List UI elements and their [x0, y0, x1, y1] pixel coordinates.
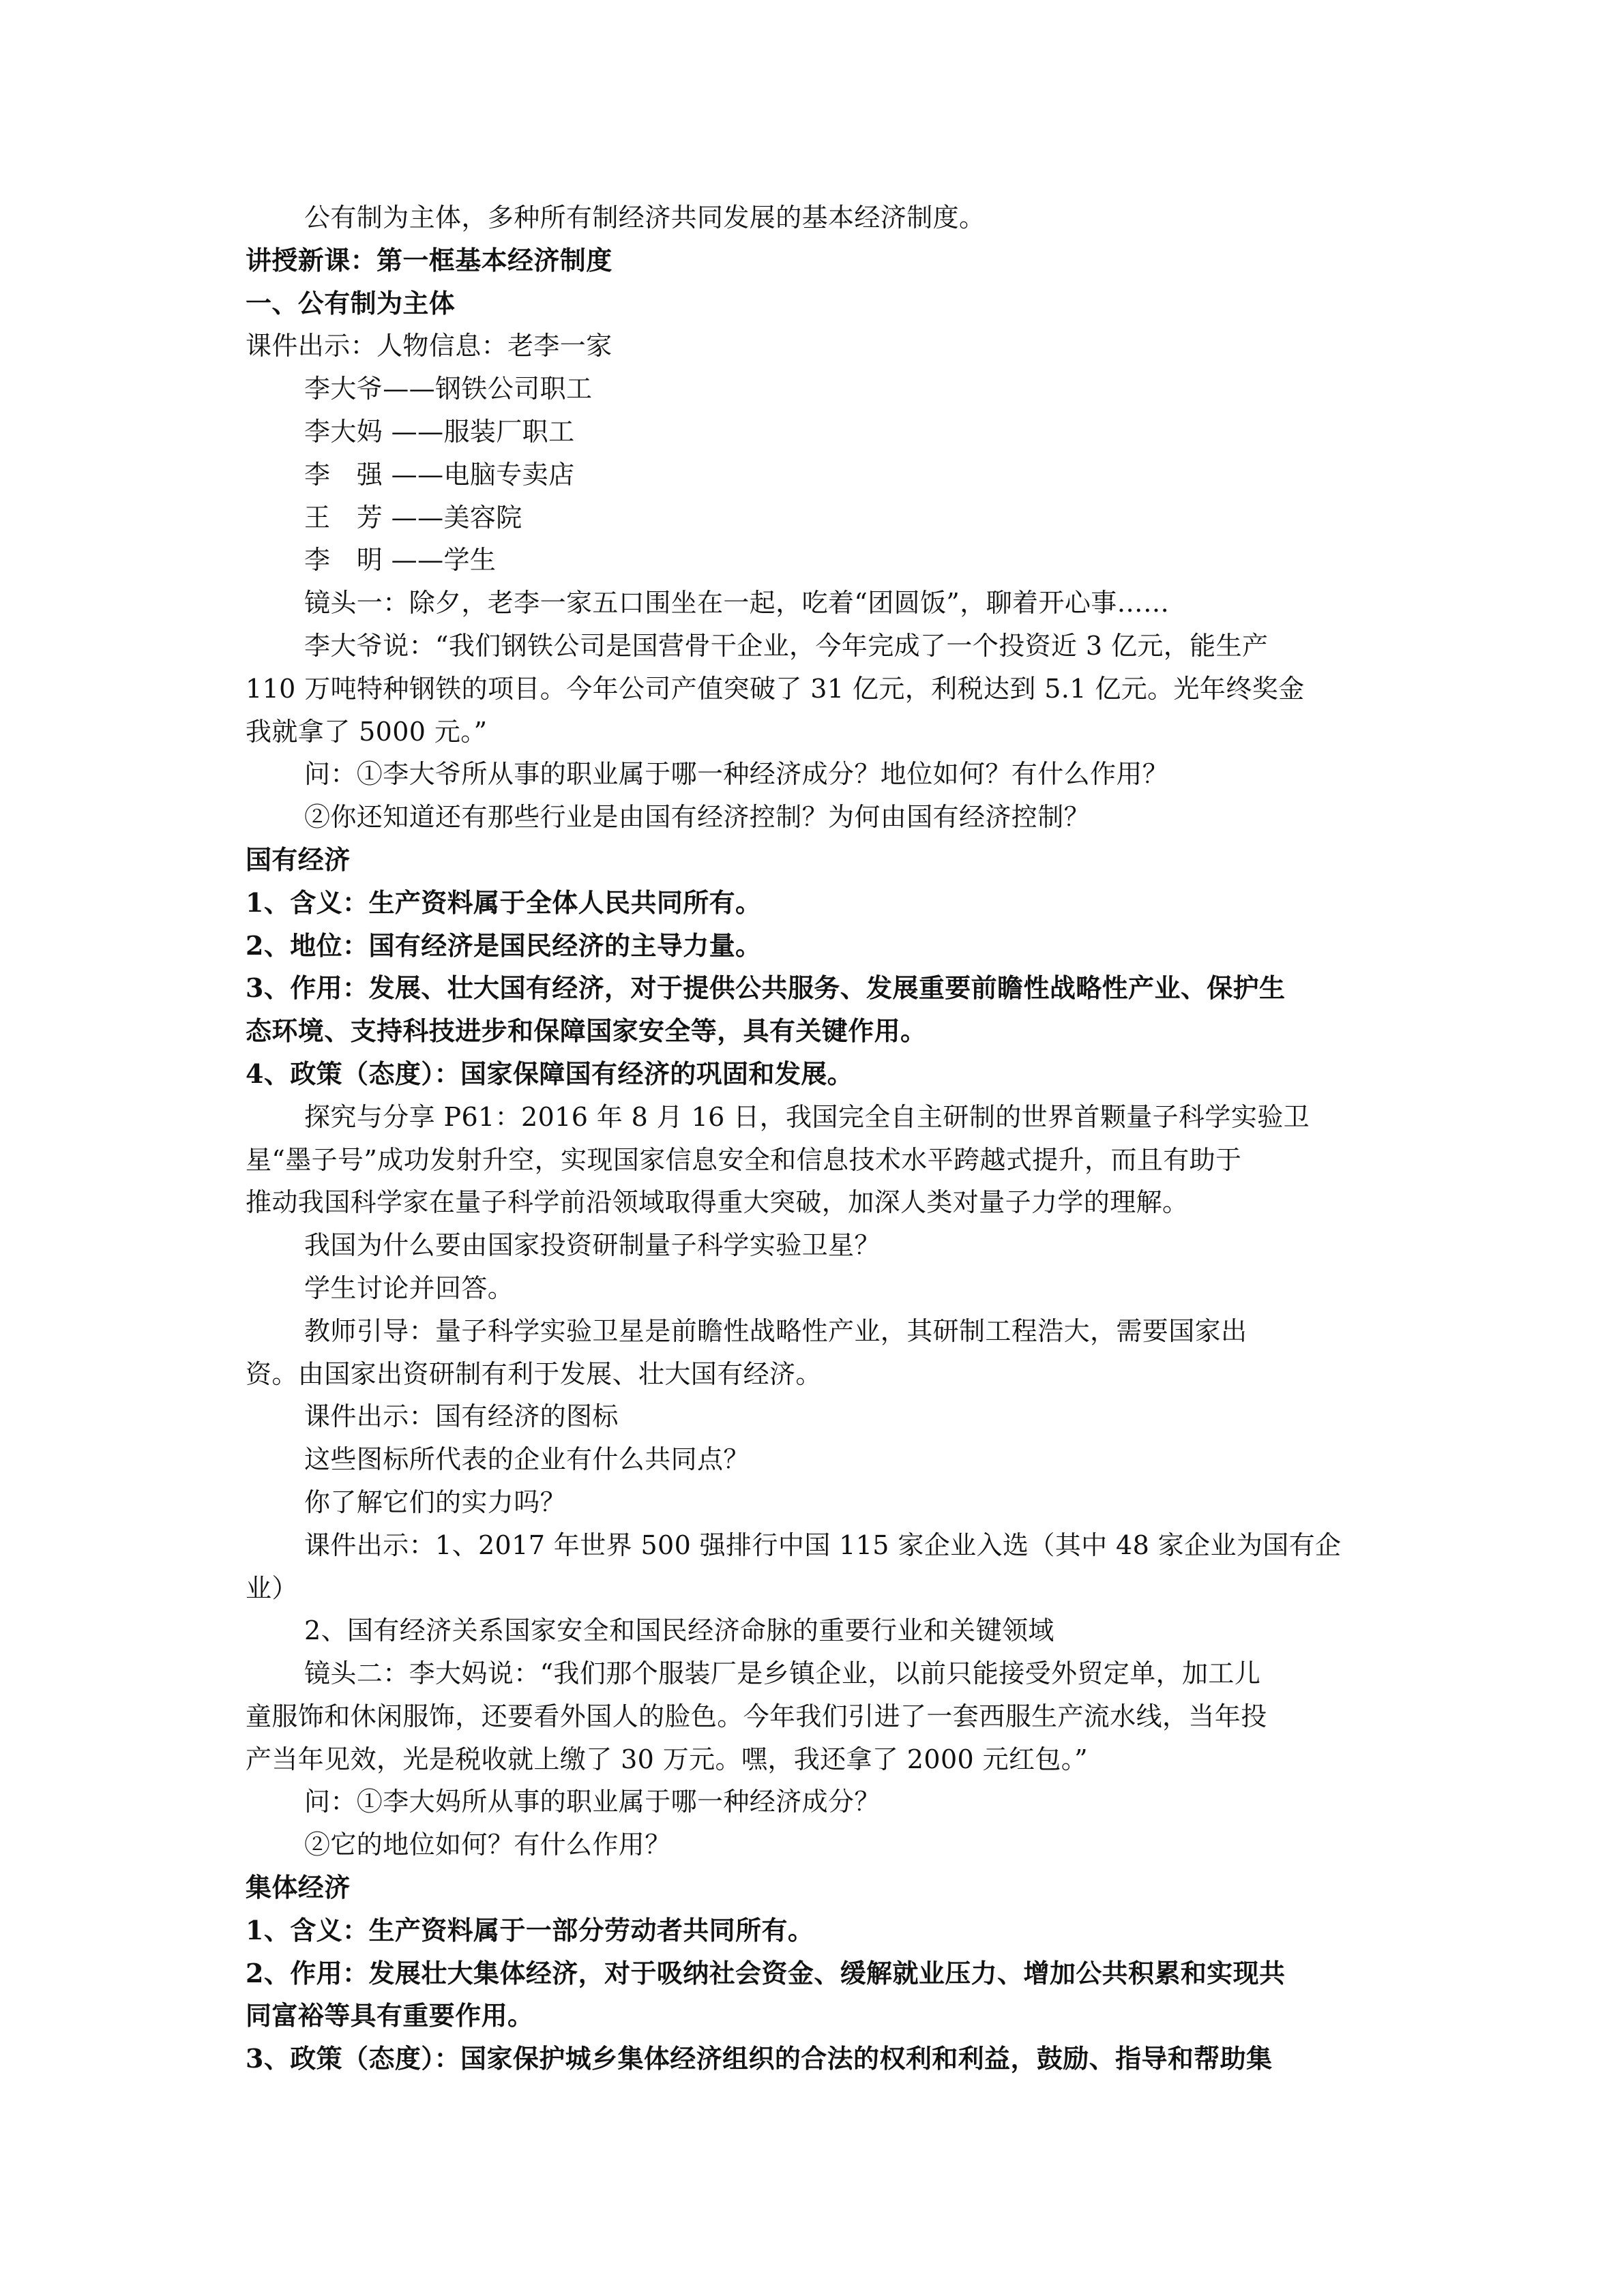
- text-line: 资。由国家出资研制有利于发展、壮大国有经济。: [246, 1358, 822, 1389]
- heading-line: 1、含义：生产资料属于一部分劳动者共同所有。: [246, 1914, 814, 1945]
- text-line: 童服饰和休闲服饰，还要看外国人的脸色。今年我们引进了一套西服生产流水线，当年投: [246, 1701, 1267, 1731]
- text-line: 公有制为主体，多种所有制经济共同发展的基本经济制度。: [304, 203, 986, 233]
- heading-line: 1、含义：生产资料属于全体人民共同所有。: [246, 886, 762, 918]
- heading-line: 态环境、支持科技进步和保障国家安全等，具有关键作用。: [246, 1015, 927, 1047]
- text-line: 课件出示：国有经济的图标: [304, 1401, 619, 1432]
- text-line: 产当年见效，光是税收就上缴了 30 万元。嘿，我还拿了 2000 元红包。”: [246, 1744, 1089, 1774]
- text-line: 镜头一：除夕，老李一家五口围坐在一起，吃着“团圆饭”，聊着开心事……: [304, 588, 1170, 618]
- heading-line: 集体经济: [246, 1872, 351, 1903]
- heading-line: 讲授新课：第一框基本经济制度: [246, 244, 612, 275]
- heading-line: 国有经济: [246, 844, 351, 875]
- heading-line: 一、公有制为主体: [246, 287, 456, 318]
- text-line: ②它的地位如何？有什么作用？: [304, 1830, 671, 1860]
- text-line: 李大爷——钢铁公司职工: [304, 374, 593, 404]
- text-line: 李 明 ——学生: [304, 545, 497, 576]
- heading-line: 2、地位：国有经济是国民经济的主导力量。: [246, 929, 762, 961]
- text-line: 业）: [246, 1572, 298, 1603]
- text-line: 课件出示：1、2017 年世界 500 强排行中国 115 家企业入选（其中 48 家企业为国有企: [304, 1530, 1342, 1560]
- text-line: 探究与分享 P61：2016 年 8 月 16 日，我国完全自主研制的世界首颗量子科学实验卫: [304, 1101, 1310, 1132]
- text-line: 镜头二：李大妈说：“我们那个服装厂是乡镇企业，以前只能接受外贸定单，加工儿: [304, 1658, 1261, 1689]
- text-line: 110 万吨特种钢铁的项目。今年公司产值突破了 31 亿元，利税达到 5.1 亿元。光年终奖金: [246, 673, 1305, 704]
- text-line: 我就拿了 5000 元。”: [246, 716, 488, 747]
- text-line: 李大爷说：“我们钢铁公司是国营骨干企业，今年完成了一个投资近 3 亿元，能生产: [304, 630, 1269, 661]
- text-line: 2、国有经济关系国家安全和国民经济命脉的重要行业和关键领域: [304, 1615, 1054, 1646]
- document-body: [246, 196, 1385, 2081]
- heading-line: 同富裕等具有重要作用。: [246, 2000, 534, 2031]
- text-line: 星“墨子号”成功发射升空，实现国家信息安全和信息技术水平跨越式提升，而且有助于: [246, 1144, 1242, 1175]
- text-line: 问：①李大爷所从事的职业属于哪一种经济成分？地位如何？有什么作用？: [304, 759, 1169, 790]
- heading-line: 3、作用：发展、壮大国有经济，对于提供公共服务、发展重要前瞻性战略性产业、保护生: [246, 972, 1286, 1004]
- text-line: 教师引导：量子科学实验卫星是前瞻性战略性产业，其研制工程浩大，需要国家出: [304, 1315, 1247, 1346]
- text-line: ②你还知道还有那些行业是由国有经济控制？为何由国有经济控制？: [304, 802, 1091, 833]
- text-line: 学生讨论并回答。: [304, 1272, 514, 1303]
- text-line: 课件出示：人物信息：老李一家: [246, 331, 612, 361]
- text-line: 这些图标所代表的企业有什么共同点？: [304, 1444, 750, 1475]
- text-line: 王 芳 ——美容院: [304, 502, 522, 533]
- heading-line: 2、作用：发展壮大集体经济，对于吸纳社会资金、缓解就业压力、增加公共积累和实现共: [246, 1957, 1286, 1988]
- text-line: 问：①李大妈所从事的职业属于哪一种经济成分？: [304, 1787, 881, 1817]
- text-line: 李大妈 ——服装厂职工: [304, 416, 575, 447]
- heading-line: 3、政策（态度）：国家保护城乡集体经济组织的合法的权利和利益，鼓励、指导和帮助集: [246, 2043, 1273, 2074]
- text-line: 推动我国科学家在量子科学前沿领域取得重大突破，加深人类对量子力学的理解。: [246, 1187, 1189, 1218]
- text-line: 你了解它们的实力吗？: [304, 1487, 567, 1517]
- heading-line: 4、政策（态度）：国家保障国有经济的巩固和发展。: [246, 1058, 854, 1089]
- text-line: 我国为什么要由国家投资研制量子科学实验卫星？: [304, 1230, 881, 1261]
- text-line: 李 强 ——电脑专卖店: [304, 459, 575, 490]
